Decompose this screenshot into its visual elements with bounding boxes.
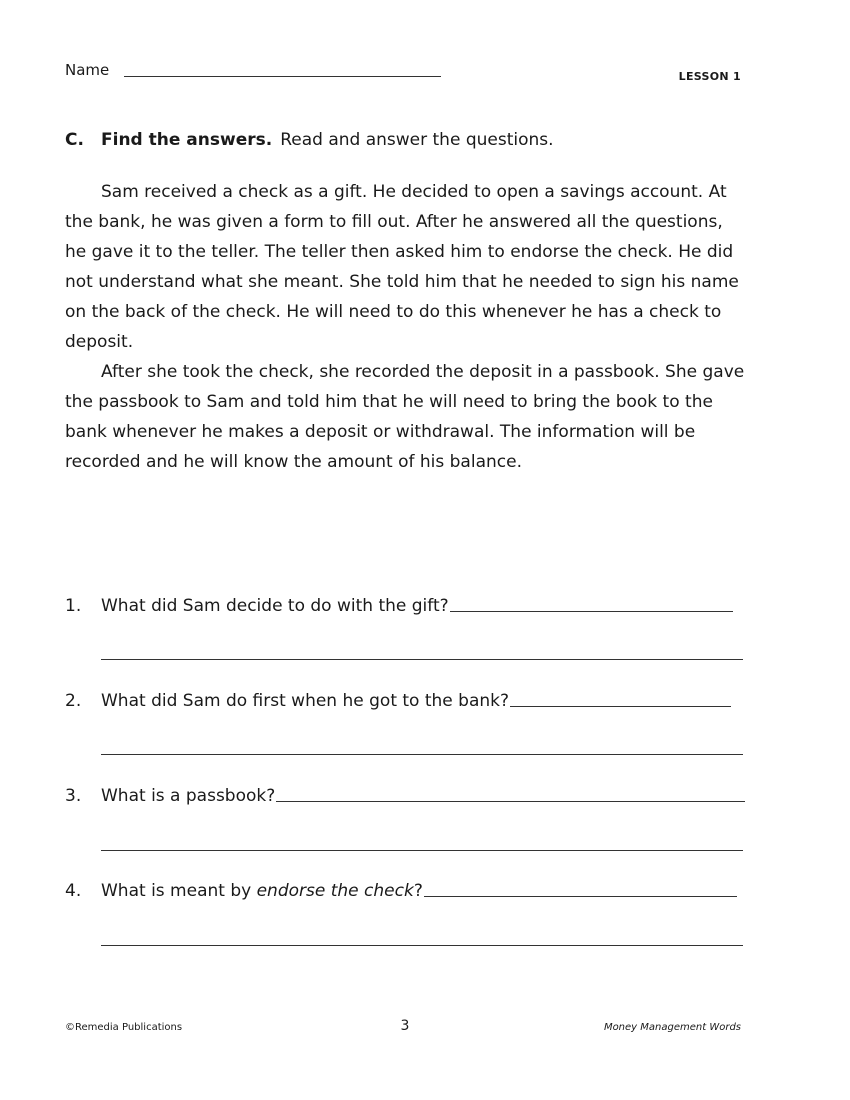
question-text-start: What is meant by [101, 881, 257, 901]
answer-line[interactable] [101, 659, 743, 660]
question-2 [65, 687, 745, 711]
answer-line[interactable] [101, 850, 743, 851]
question-3 [65, 782, 745, 806]
answer-field[interactable] [424, 896, 737, 897]
question-text: What did Sam decide to do with the gift? [101, 596, 449, 616]
question-number: 1. [65, 596, 82, 616]
reading-passage [65, 177, 745, 477]
question-1 [65, 592, 745, 616]
question-text-end: ? [413, 881, 423, 901]
publisher-credit: ©Remedia Publications [65, 1022, 183, 1033]
passage-paragraph: After she took the check, she recorded the deposit in a passbook. She gave the passbook to Sam and told him that he will need to bring the book to the bank whenever he makes a deposit or withdrawal. The information will be recorded and he will know the amount of his balance. [65, 362, 745, 472]
question-number: 4. [65, 881, 82, 901]
answer-line[interactable] [101, 754, 743, 755]
name-label: Name [65, 61, 110, 79]
name-field-line[interactable] [124, 76, 441, 77]
question-number: 3. [65, 786, 82, 806]
book-title: Money Management Words [603, 1022, 741, 1033]
section-heading [65, 130, 554, 150]
page-number: 3 [400, 1018, 410, 1034]
lesson-label: LESSON 1 [678, 70, 741, 83]
question-number: 2. [65, 691, 82, 711]
section-letter: C. [65, 130, 84, 150]
question-text-italic: endorse the check [256, 881, 414, 901]
answer-field[interactable] [450, 611, 733, 612]
section-title: Find the answers. [101, 130, 273, 150]
passage-paragraph: Sam received a check as a gift. He decided to open a savings account. At the bank, he was given a form to fill out. After he answered all the questions, he gave it to the teller. The teller then asked him to endorse the check. He did not understand what she meant. She told him that he needed to sign his name on the back of the check. He will need to do this whenever he has a check to deposit. [65, 182, 739, 352]
question-text: What did Sam do first when he got to the bank? [101, 691, 510, 711]
answer-field[interactable] [276, 801, 745, 802]
question-text: What is a passbook? [101, 786, 276, 806]
question-4 [65, 877, 745, 901]
answer-line[interactable] [101, 945, 743, 946]
section-instruction: Read and answer the questions. [280, 130, 554, 150]
question-text [101, 881, 423, 901]
answer-field[interactable] [510, 706, 731, 707]
